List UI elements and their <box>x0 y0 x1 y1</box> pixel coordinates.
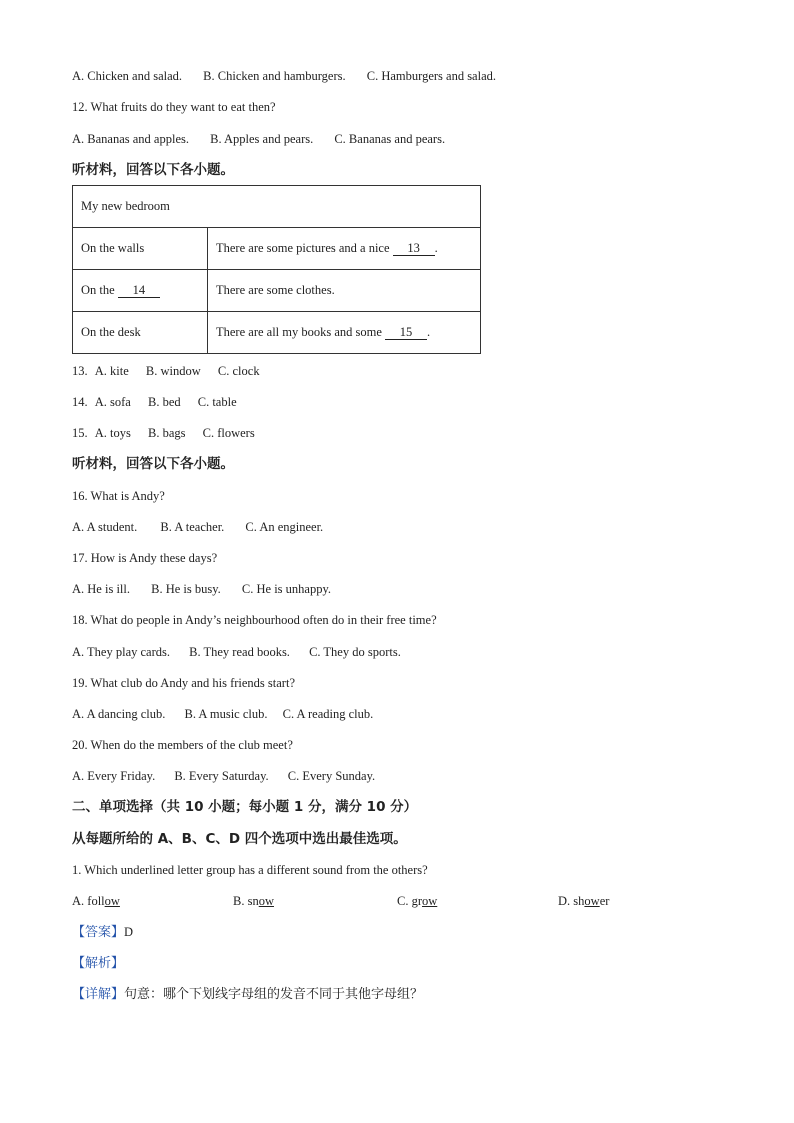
table-cell-description <box>208 228 481 270</box>
q13-options <box>72 363 274 379</box>
q20-options <box>72 768 389 784</box>
q15-option-a: A. toys <box>94 426 131 440</box>
q19-option-a: A. A dancing club. <box>72 707 166 721</box>
q14-option-b: B. bed <box>147 395 181 409</box>
q11-option-a: A. Chicken and salad. <box>72 69 183 83</box>
table-cell-location <box>73 228 208 270</box>
p2q1-question: 1. Which underlined letter group has a different sound from the others? <box>72 863 428 877</box>
q19-option-c: C. A reading club. <box>282 707 374 721</box>
analysis-line <box>72 955 124 972</box>
section-heading: 听材料，回答以下各小题。 <box>72 456 234 472</box>
answer-label: 【答案】 <box>72 925 125 940</box>
q19-question: 19. What club do Andy and his friends start? <box>72 676 295 690</box>
q18-options <box>72 644 415 660</box>
q17-option-a: A. He is ill. <box>72 582 130 596</box>
option-label: A. foll <box>72 894 105 908</box>
section-heading: 听材料，回答以下各小题。 <box>72 162 234 178</box>
q16-option-c: C. An engineer. <box>245 520 324 534</box>
q13-option-a: A. kite <box>94 364 129 378</box>
table-cell-description <box>208 312 481 354</box>
q13-option-c: C. clock <box>217 364 260 378</box>
q20-option-a: A. Every Friday. <box>72 769 156 783</box>
q12-question: 12. What fruits do they want to eat then? <box>72 100 276 114</box>
answer-value: D <box>124 925 134 939</box>
q14-option-a: A. sofa <box>94 395 131 409</box>
part2-instruction: 从每题所给的 A、B、C、D 四个选项中选出最佳选项。 <box>72 831 407 847</box>
q20-option-c: C. Every Sunday. <box>287 769 376 783</box>
q15-number: 15. <box>72 426 88 440</box>
q14-option-c: C. table <box>197 395 237 409</box>
location-label: On the <box>81 283 118 297</box>
q12-option-c: C. Bananas and pears. <box>334 132 446 146</box>
detail-line <box>72 986 423 1003</box>
table-cell-description <box>208 270 481 312</box>
answer-line <box>72 924 133 941</box>
underlined-letters: ow <box>422 894 438 908</box>
q18-option-a: A. They play cards. <box>72 645 171 659</box>
description-suffix: . <box>427 325 431 339</box>
q11-options <box>72 68 510 84</box>
q18-option-b: B. They read books. <box>189 645 290 659</box>
bedroom-table <box>72 185 481 354</box>
p2q1-option-a <box>72 893 120 909</box>
q12-option-b: B. Apples and pears. <box>210 132 314 146</box>
q11-option-b: B. Chicken and hamburgers. <box>203 69 346 83</box>
q12-options <box>72 131 459 147</box>
option-label: D. sh <box>558 894 585 908</box>
underlined-letters: ow <box>104 894 120 908</box>
part2-heading: 二、单项选择（共 10 小题；每小题 1 分，满分 10 分） <box>72 799 418 815</box>
table-cell-location <box>73 270 208 312</box>
q15-option-b: B. bags <box>148 426 186 440</box>
q17-option-c: C. He is unhappy. <box>241 582 332 596</box>
q20-question: 20. When do the members of the club meet? <box>72 738 293 752</box>
q20-option-b: B. Every Saturday. <box>174 769 269 783</box>
location-label: On the desk <box>81 325 141 339</box>
q17-question: 17. How is Andy these days? <box>72 551 218 565</box>
q19-option-b: B. A music club. <box>184 707 268 721</box>
q17-option-b: B. He is busy. <box>151 582 221 596</box>
table-title: My new bedroom <box>73 186 481 228</box>
table-cell-location <box>73 312 208 354</box>
q18-option-c: C. They do sports. <box>309 645 401 659</box>
table-row <box>73 228 481 270</box>
q16-option-b: B. A teacher. <box>160 520 225 534</box>
q17-options <box>72 581 345 597</box>
q13-number: 13. <box>72 364 88 378</box>
q13-option-b: B. window <box>145 364 201 378</box>
p2q1-option-c <box>397 893 437 909</box>
option-label: C. gr <box>397 894 422 908</box>
q16-options <box>72 519 337 535</box>
q18-question: 18. What do people in Andy’s neighbourhood often do in their free time? <box>72 613 437 627</box>
analysis-label: 【解析】 <box>72 956 125 971</box>
underlined-letters: ow <box>258 894 274 908</box>
q15-option-c: C. flowers <box>202 426 255 440</box>
table-row <box>73 312 481 354</box>
option-rest: er <box>599 894 610 908</box>
blank-14: 14 <box>118 284 160 298</box>
q11-option-c: C. Hamburgers and salad. <box>366 69 497 83</box>
p2q1-option-b <box>233 893 274 909</box>
blank-13: 13 <box>393 242 435 256</box>
q19-options <box>72 706 387 722</box>
blank-15: 15 <box>385 326 427 340</box>
q15-options <box>72 425 269 441</box>
p2q1-options <box>72 893 722 911</box>
option-label: B. sn <box>233 894 259 908</box>
underlined-letters: ow <box>584 894 600 908</box>
table-title-row <box>73 186 481 228</box>
detail-text: 句意：哪个下划线字母组的发音不同于其他字母组？ <box>124 987 424 1002</box>
table-row <box>73 270 481 312</box>
description-suffix: . <box>434 241 438 255</box>
description-text: There are some clothes. <box>216 283 335 297</box>
q12-option-a: A. Bananas and apples. <box>72 132 189 146</box>
q14-number: 14. <box>72 395 88 409</box>
q16-question: 16. What is Andy? <box>72 489 165 503</box>
description-text: There are all my books and some <box>216 325 386 339</box>
detail-label: 【详解】 <box>72 987 125 1002</box>
location-label: On the walls <box>81 241 145 255</box>
q14-options <box>72 394 251 410</box>
description-text: There are some pictures and a nice <box>216 241 393 255</box>
q16-option-a: A. A student. <box>72 520 138 534</box>
p2q1-option-d <box>558 893 609 909</box>
